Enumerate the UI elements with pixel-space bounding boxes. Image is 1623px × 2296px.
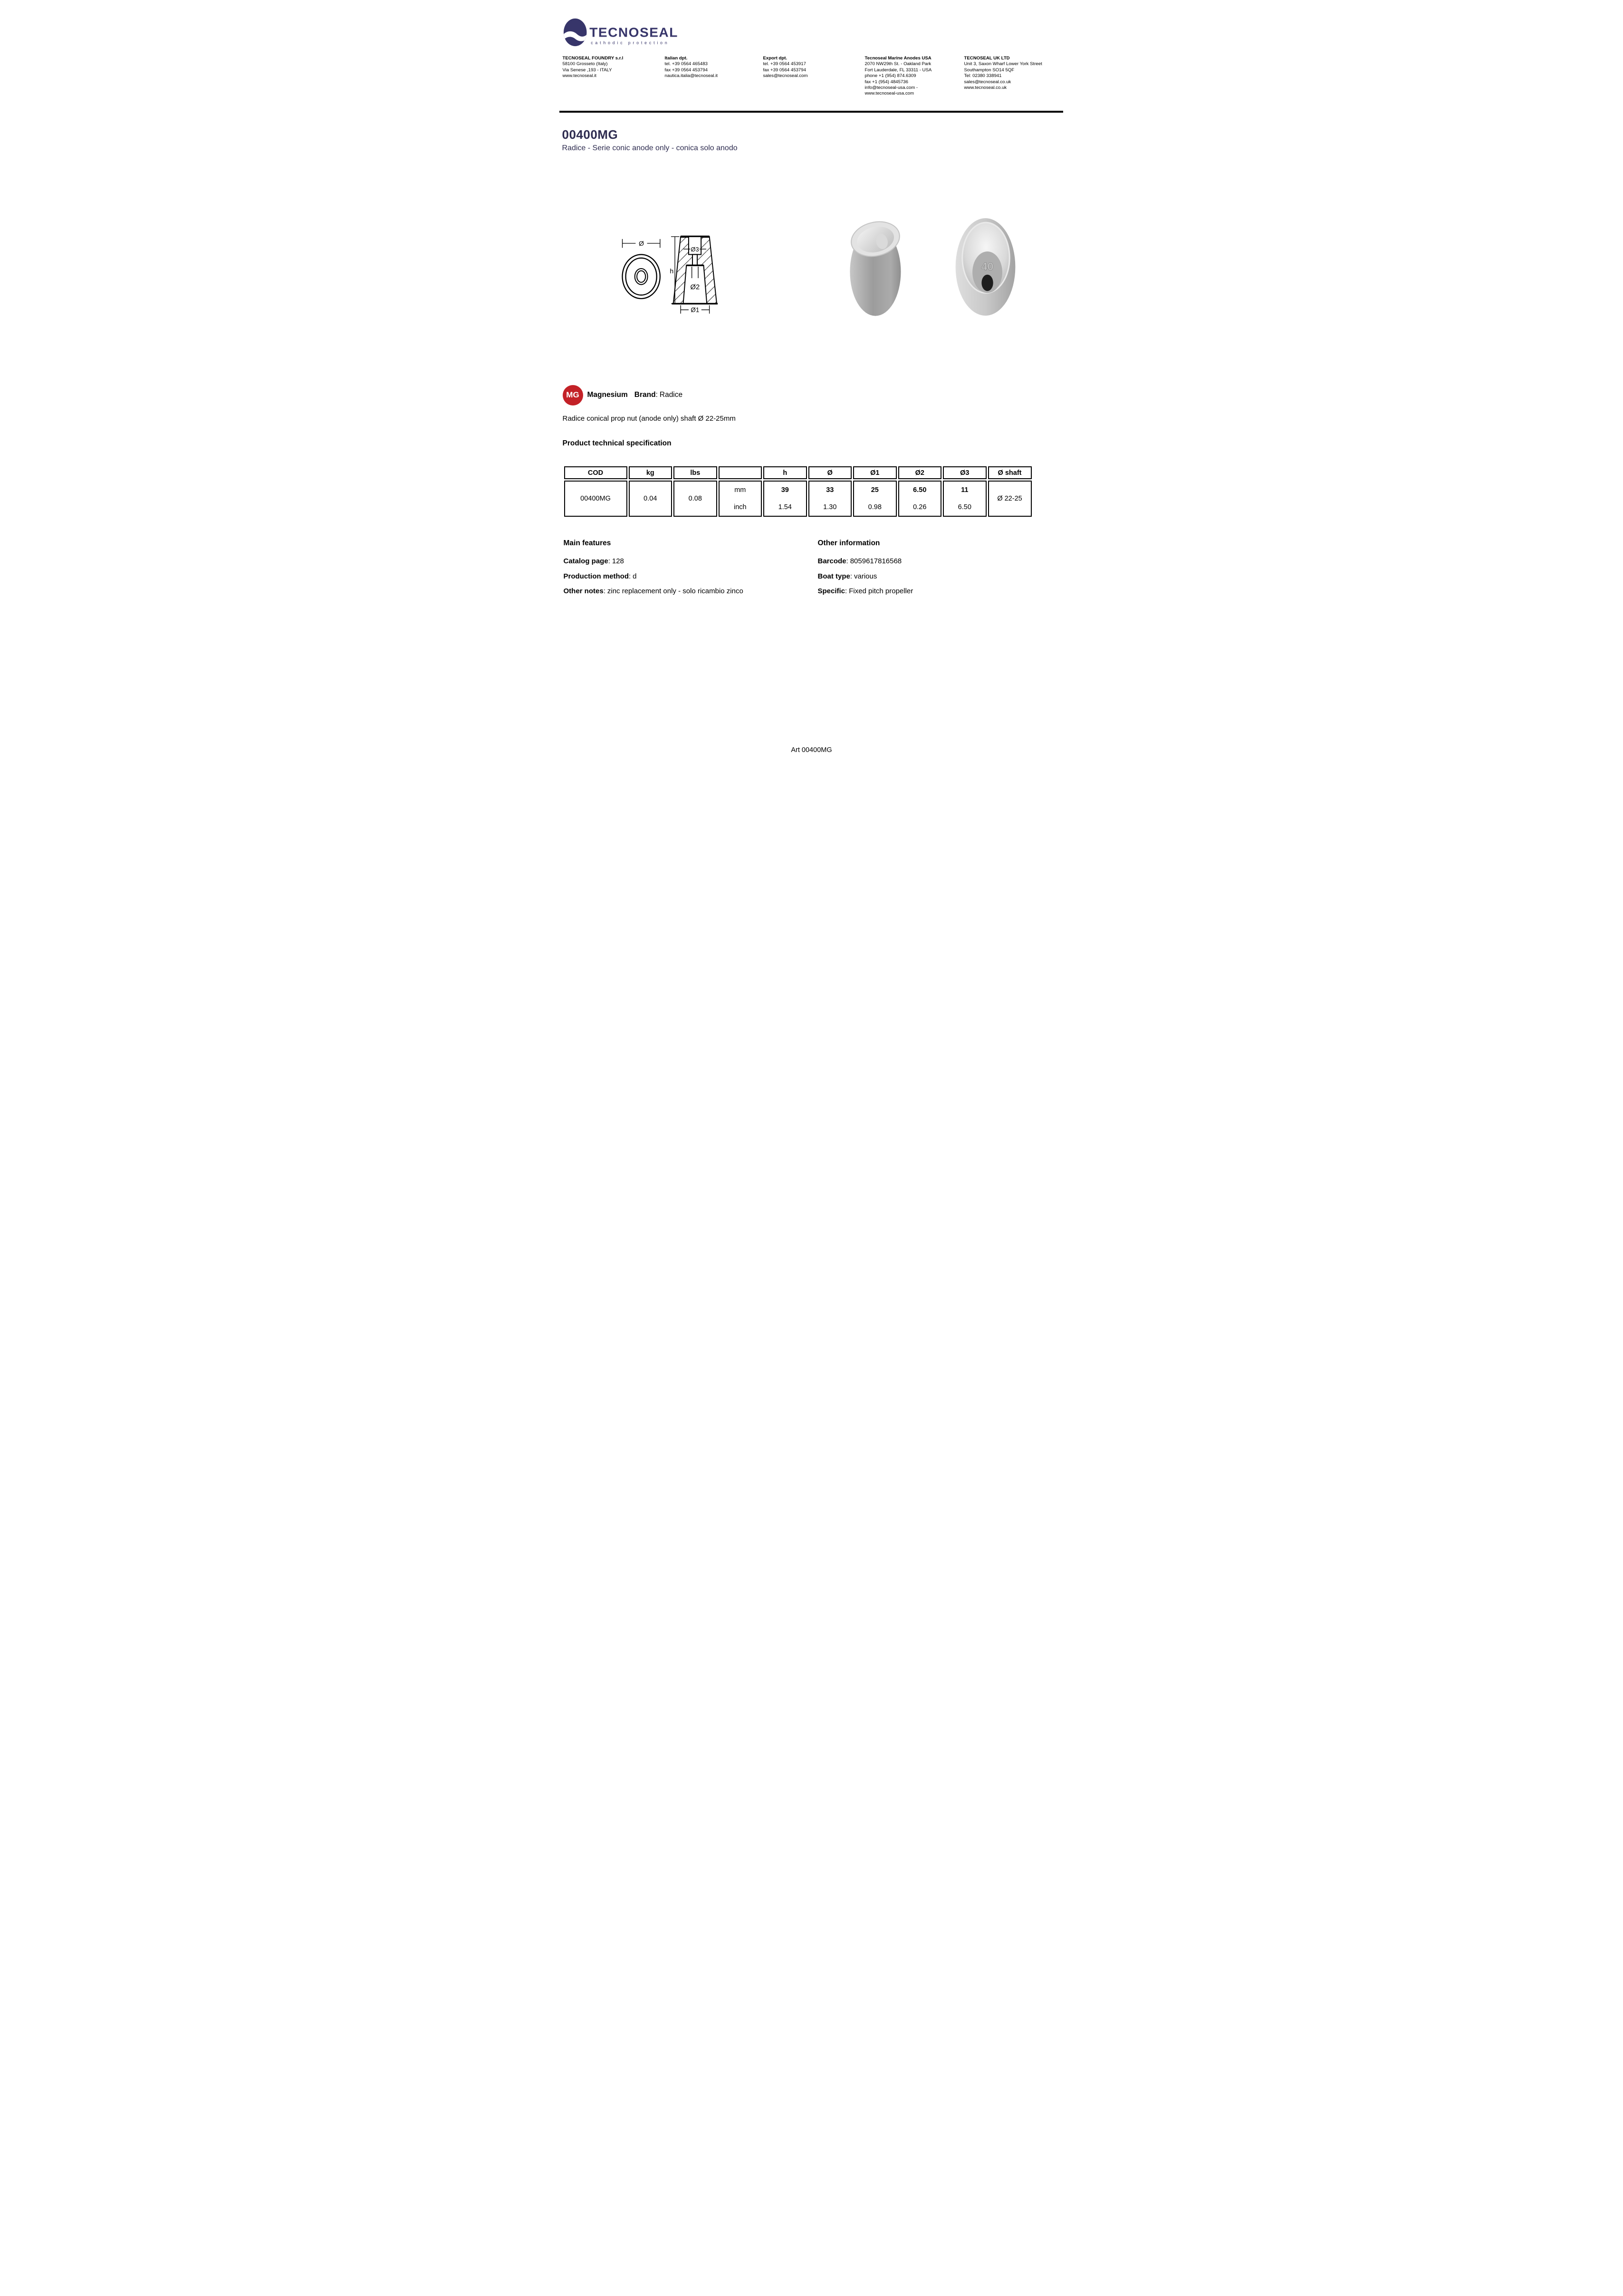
contact-line: Fort Lauderdale, FL 33311 - USA xyxy=(864,67,932,73)
logo-wordmark: TECNOSEAL xyxy=(589,25,678,40)
material-brand-line xyxy=(587,391,683,399)
colon: : xyxy=(655,391,658,399)
material-row xyxy=(563,385,683,405)
material-name: Magnesium xyxy=(587,391,628,399)
main-features-list xyxy=(564,557,811,602)
col-header-d3: Ø3 xyxy=(943,466,987,479)
dim-label-d1: Ø1 xyxy=(690,306,699,314)
col-header-d2: Ø2 xyxy=(898,466,942,479)
contact-heading: Italian dpt. xyxy=(664,56,688,61)
other-information-list xyxy=(818,557,1065,602)
page-title: 00400MG xyxy=(562,127,618,142)
dim-label-d2: Ø2 xyxy=(690,283,700,291)
contact-heading: Export dpt. xyxy=(763,56,787,61)
contact-column-uk xyxy=(964,56,1076,91)
section-view xyxy=(670,237,718,314)
cell-d3: 11 6.50 xyxy=(943,481,987,517)
contact-column-foundry xyxy=(563,56,660,79)
contact-line: www.tecnoseal.co.uk xyxy=(964,85,1007,91)
contact-heading: TECNOSEAL UK LTD xyxy=(964,56,1010,61)
spec-section-title: Product technical specification xyxy=(562,439,672,447)
tecnoseal-logo xyxy=(563,17,687,48)
spec-table-wrap xyxy=(563,465,1033,518)
page-subtitle: Radice - Serie conic anode only - conica solo anodo xyxy=(562,144,738,152)
cell-units xyxy=(719,481,762,517)
contact-line: sales@tecnoseal.co.uk xyxy=(964,79,1011,85)
feature-item: Other notes: zinc replacement only - solo ricambio zinco xyxy=(563,587,743,595)
contact-line: fax +39 0564 453794 xyxy=(763,67,806,73)
feature-label: Other notes xyxy=(563,587,604,595)
contact-line: sales@tecnoseal.com xyxy=(763,73,808,79)
col-header-d: Ø xyxy=(808,466,852,479)
footer-article-code: Art 00400MG xyxy=(791,746,832,754)
col-header-shaft: Ø shaft xyxy=(988,466,1032,479)
contact-heading: Tecnoseal Marine Anodes USA xyxy=(864,56,932,61)
info-value: Fixed pitch propeller xyxy=(849,587,913,595)
contact-column-usa xyxy=(865,56,960,97)
brand-value: Radice xyxy=(659,391,683,399)
spec-table-row xyxy=(564,481,1032,517)
dim-label-h: h xyxy=(669,267,673,275)
contact-line: tel. +39 0564 465483 xyxy=(664,61,708,67)
contact-column-export-dpt xyxy=(763,56,858,79)
cell-lbs: 0.08 xyxy=(673,481,717,517)
product-description: Radice conical prop nut (anode only) shaft Ø 22-25mm xyxy=(562,415,736,423)
technical-drawing xyxy=(612,225,731,317)
feature-value: 128 xyxy=(612,557,624,565)
contact-line: Via Senese ,193 - ITALY xyxy=(562,67,612,73)
product-datasheet xyxy=(541,0,1082,765)
feature-value: zinc replacement only - solo ricambio zinco xyxy=(607,587,743,595)
unit-inch: inch xyxy=(733,503,747,511)
info-label: Boat type xyxy=(817,572,850,580)
other-information-title: Other information xyxy=(817,539,880,547)
col-header-kg: kg xyxy=(629,466,672,479)
contact-column-italian-dpt xyxy=(665,56,758,79)
spec-table-header-row xyxy=(564,466,1032,479)
cell-kg: 0.04 xyxy=(629,481,672,517)
contact-line: tel. +39 0564 453917 xyxy=(763,61,806,67)
cell-cod: 00400MG xyxy=(564,481,627,517)
contact-line: fax +39 0564 453794 xyxy=(664,67,708,73)
cell-d: 33 1.30 xyxy=(808,481,852,517)
col-header-units xyxy=(719,466,762,479)
unit-mm: mm xyxy=(734,486,746,494)
contact-line: www.tecnoseal-usa.com xyxy=(864,91,914,96)
brand-label: Brand xyxy=(634,391,656,399)
contact-line: Unit 3, Saxon Wharf Lower York Street xyxy=(964,61,1042,67)
info-item: Barcode: 8059617816568 xyxy=(817,557,902,565)
header-divider xyxy=(559,111,1063,113)
feature-item: Catalog page: 128 xyxy=(563,557,624,565)
contact-line: nautica.italia@tecnoseal.it xyxy=(664,73,718,79)
size-marking: 40 xyxy=(981,260,994,273)
col-header-lbs: lbs xyxy=(673,466,717,479)
main-features-title: Main features xyxy=(563,539,611,547)
contact-line: Southampton SO14 5QF xyxy=(964,67,1015,73)
spec-table xyxy=(563,465,1033,518)
front-view xyxy=(622,239,660,299)
cell-h: 39 1.54 xyxy=(763,481,807,517)
feature-value: d xyxy=(633,572,637,580)
contact-line: Tel: 02380 338941 xyxy=(964,73,1002,79)
info-value: various xyxy=(854,572,877,580)
info-item: Specific: Fixed pitch propeller xyxy=(817,587,913,595)
contact-line: info@tecnoseal-usa.com - xyxy=(864,85,918,91)
feature-item: Production method: d xyxy=(563,572,637,580)
contact-line: 2070 NW29th St. - Oakland Park xyxy=(864,61,932,67)
col-header-d1: Ø1 xyxy=(853,466,897,479)
col-header-h: h xyxy=(763,466,807,479)
cell-d2: 6.50 0.26 xyxy=(898,481,942,517)
contact-heading: TECNOSEAL FOUNDRY s.r.l xyxy=(562,56,624,61)
shaft-hole xyxy=(981,275,993,291)
logo-tagline: cathodic protection xyxy=(590,40,670,46)
contact-line: www.tecnoseal.it xyxy=(562,73,596,79)
cell-shaft: Ø 22-25 xyxy=(988,481,1032,517)
contact-line: phone +1 (954) 874.6309 xyxy=(864,73,916,79)
product-photo-cavity xyxy=(948,216,1023,318)
wave-emblem-icon xyxy=(563,19,587,46)
feature-label: Catalog page xyxy=(563,557,608,565)
product-photo-side xyxy=(832,218,923,317)
col-header-cod: COD xyxy=(564,466,627,479)
feature-label: Production method xyxy=(563,572,629,580)
material-badge: MG xyxy=(563,385,583,405)
info-item: Boat type: various xyxy=(817,572,877,580)
cell-d1: 25 0.98 xyxy=(853,481,897,517)
dim-label-d3: Ø3 xyxy=(691,246,699,253)
info-label: Barcode xyxy=(817,557,846,565)
info-label: Specific xyxy=(817,587,845,595)
dim-label-outer: Ø xyxy=(638,239,644,247)
contact-line: fax +1 (954) 4845736 xyxy=(864,79,908,85)
contact-line: 58100 Grosseto (Italy) xyxy=(562,61,608,67)
info-value: 8059617816568 xyxy=(850,557,902,565)
